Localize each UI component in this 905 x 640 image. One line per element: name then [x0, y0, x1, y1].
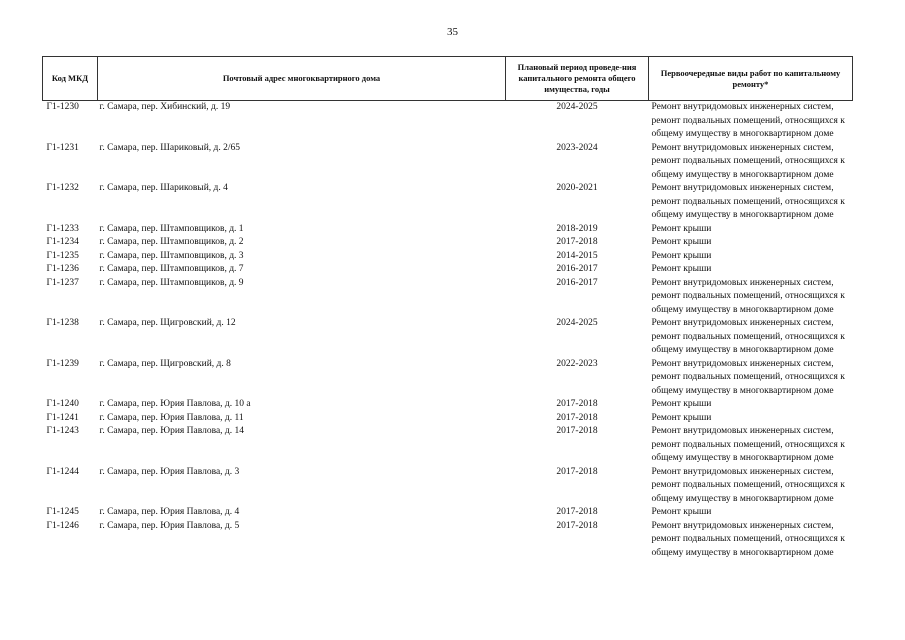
work-line: общему имуществу в многоквартирном доме — [651, 493, 834, 504]
row-period: 2024-2025 — [556, 318, 598, 328]
work-line: Ремонт крыши — [651, 412, 712, 423]
header-address: Почтовый адрес многоквартирного дома — [98, 57, 506, 101]
work-line: Ремонт внутридомовых инженерных систем, — [651, 318, 834, 328]
row-period: 2016-2017 — [556, 264, 598, 274]
row-code: Г1-1243 — [46, 426, 79, 436]
row-period: 2017-2018 — [556, 426, 598, 436]
work-line: общему имуществу в многоквартирном доме — [651, 453, 834, 463]
row-address: г. Самара, пер. Юрия Павлова, д. 14 — [99, 426, 244, 436]
work-line: Ремонт крыши — [651, 237, 712, 247]
header-code: Код МКД — [43, 57, 98, 101]
work-line: ремонт подвальных помещений, относящихся к — [651, 534, 845, 544]
work-line: ремонт подвальных помещений, относящихся к — [651, 480, 845, 490]
row-address: г. Самара, пер. Шариковый, д. 2/65 — [99, 142, 241, 153]
row-address: г. Самара, пер. Штамповщиков, д. 3 — [99, 250, 244, 261]
table-row — [43, 358, 853, 399]
table-header-row — [43, 57, 853, 101]
row-code: Г1-1244 — [46, 466, 79, 477]
row-address: г. Самара, пер. Штамповщиков, д. 9 — [99, 277, 244, 288]
row-works — [649, 466, 853, 507]
work-line: Ремонт крыши — [651, 399, 712, 409]
row-code: Г1-1237 — [46, 277, 79, 288]
row-period: 2014-2015 — [556, 250, 598, 261]
work-line: Ремонт крыши — [651, 507, 712, 517]
work-line: Ремонт внутридомовых инженерных систем, — [651, 183, 834, 193]
work-line: ремонт подвальных помещений, относящихся к — [651, 291, 845, 301]
row-period: 2023-2024 — [556, 142, 598, 153]
work-line: общему имуществу в многоквартирном доме — [651, 385, 834, 396]
row-code: Г1-1233 — [46, 223, 79, 234]
row-address: г. Самара, пер. Юрия Павлова, д. 11 — [99, 412, 244, 423]
table-row — [43, 466, 853, 507]
row-code: Г1-1231 — [46, 142, 79, 153]
table-row — [43, 506, 853, 520]
row-works — [649, 425, 853, 466]
row-code: Г1-1235 — [46, 250, 79, 261]
table-row — [43, 412, 853, 426]
row-address: г. Самара, пер. Юрия Павлова, д. 5 — [99, 520, 240, 531]
row-code: Г1-1240 — [46, 399, 79, 409]
table-row — [43, 277, 853, 318]
table-row — [43, 236, 853, 250]
row-address: г. Самара, пер. Юрия Павлова, д. 10 а — [99, 399, 251, 409]
row-works — [649, 250, 853, 264]
row-works — [649, 142, 853, 183]
table-row — [43, 101, 853, 142]
row-code: Г1-1245 — [46, 507, 79, 517]
work-line: Ремонт внутридомовых инженерных систем, — [651, 277, 834, 288]
row-code: Г1-1239 — [46, 358, 79, 369]
table-row — [43, 250, 853, 264]
row-works — [649, 317, 853, 358]
row-period: 2017-2018 — [556, 466, 598, 477]
row-works — [649, 520, 853, 561]
work-line: Ремонт крыши — [651, 250, 712, 261]
row-works — [649, 223, 853, 237]
row-works — [649, 263, 853, 277]
row-works — [649, 236, 853, 250]
work-line: Ремонт внутридомовых инженерных систем, — [651, 358, 834, 369]
work-line: общему имуществу в многоквартирном доме — [651, 547, 834, 558]
work-line: ремонт подвальных помещений, относящихся к — [651, 439, 845, 450]
row-works — [649, 506, 853, 520]
row-address: г. Самара, пер. Юрия Павлова, д. 3 — [99, 466, 240, 477]
table-row — [43, 142, 853, 183]
row-works — [649, 398, 853, 412]
table-row — [43, 263, 853, 277]
row-works — [649, 412, 853, 426]
row-period: 2022-2023 — [556, 358, 598, 369]
row-period: 2017-2018 — [556, 237, 598, 247]
work-line: ремонт подвальных помещений, относящихся к — [651, 156, 845, 166]
row-period: 2018-2019 — [556, 223, 598, 234]
row-address: г. Самара, пер. Штамповщиков, д. 2 — [99, 237, 244, 247]
header-period: Плановый период проведе-ния капитального ремонта общего имущества, годы — [506, 57, 649, 101]
page-number: 35 — [447, 26, 458, 38]
work-line: Ремонт внутридомовых инженерных систем, — [651, 466, 834, 477]
table-row — [43, 520, 853, 561]
row-code: Г1-1246 — [46, 520, 79, 531]
row-address: г. Самара, пер. Штамповщиков, д. 1 — [99, 223, 244, 234]
table-row — [43, 223, 853, 237]
work-line: ремонт подвальных помещений, относящихся к — [651, 331, 845, 342]
row-address: г. Самара, пер. Хибинский, д. 19 — [99, 102, 231, 112]
work-line: Ремонт внутридомовых инженерных систем, — [651, 520, 834, 531]
row-works — [649, 182, 853, 223]
row-address: г. Самара, пер. Штамповщиков, д. 7 — [99, 264, 244, 274]
row-code: Г1-1230 — [46, 102, 79, 112]
table-row — [43, 182, 853, 223]
repair-schedule-table — [42, 56, 853, 560]
row-period: 2017-2018 — [556, 412, 598, 423]
work-line: Ремонт крыши — [651, 223, 712, 234]
row-code: Г1-1236 — [46, 264, 79, 274]
work-line: Ремонт внутридомовых инженерных систем, — [651, 426, 834, 436]
work-line: ремонт подвальных помещений, относящихся к — [651, 372, 845, 382]
row-address: г. Самара, пер. Щигровский, д. 8 — [99, 358, 231, 369]
work-line: общему имуществу в многоквартирном доме — [651, 169, 834, 180]
row-period: 2024-2025 — [556, 102, 598, 112]
table-row — [43, 317, 853, 358]
work-line: Ремонт внутридомовых инженерных систем, — [651, 142, 834, 153]
row-period: 2016-2017 — [556, 277, 598, 288]
row-code: Г1-1234 — [46, 237, 79, 247]
work-line: общему имуществу в многоквартирном доме — [651, 345, 834, 355]
work-line: Ремонт внутридомовых инженерных систем, — [651, 102, 834, 112]
row-period: 2017-2018 — [556, 520, 598, 531]
row-address: г. Самара, пер. Щигровский, д. 12 — [99, 318, 236, 328]
row-code: Г1-1232 — [46, 183, 79, 193]
table-body — [43, 101, 853, 561]
work-line: ремонт подвальных помещений, относящихся к — [651, 196, 845, 207]
row-address: г. Самара, пер. Юрия Павлова, д. 4 — [99, 507, 240, 517]
row-period: 2020-2021 — [556, 183, 598, 193]
row-works — [649, 277, 853, 318]
work-line: общему имуществу в многоквартирном доме — [651, 304, 834, 315]
row-works — [649, 101, 853, 142]
work-line: общему имуществу в многоквартирном доме — [651, 210, 834, 220]
row-address: г. Самара, пер. Шариковый, д. 4 — [99, 183, 228, 193]
work-line: общему имуществу в многоквартирном доме — [651, 129, 834, 139]
row-period: 2017-2018 — [556, 399, 598, 409]
work-line: ремонт подвальных помещений, относящихся к — [651, 115, 845, 126]
header-works: Первоочередные виды работ по капитальному ремонту* — [649, 57, 853, 101]
row-code: Г1-1238 — [46, 318, 79, 328]
row-code: Г1-1241 — [46, 412, 79, 423]
row-period: 2017-2018 — [556, 507, 598, 517]
work-line: Ремонт крыши — [651, 264, 712, 274]
table-row — [43, 398, 853, 412]
table-row — [43, 425, 853, 466]
row-works — [649, 358, 853, 399]
